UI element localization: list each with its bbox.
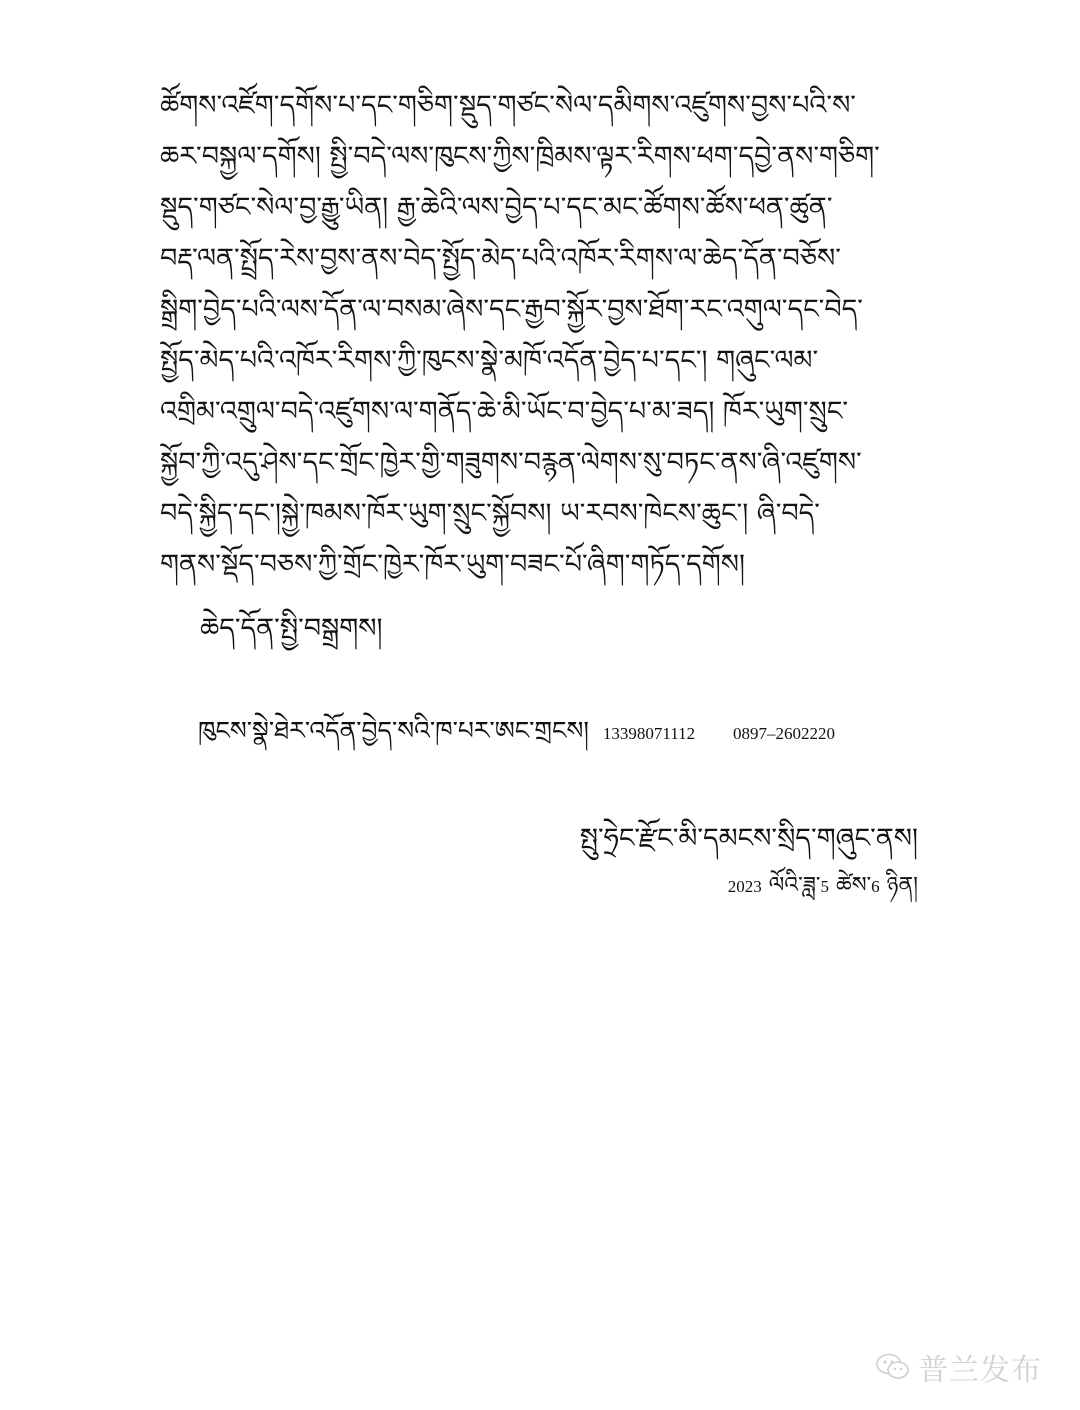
date-day: 6 xyxy=(871,877,880,896)
body-line: སྤྱོད་མེད་པའི་འཁོར་རིགས་ཀྱི་ཁུངས་སྣེ་མཁོ་འདོན་བྱེད་པ་དང་། གཞུང་ལམ་ xyxy=(160,345,819,376)
date-month: 5 xyxy=(820,877,830,896)
signoff-text: ཆེད་དོན་སྤྱི་བསྒྲགས། xyxy=(200,613,383,644)
body-line: ཚོགས་འཛོག་དགོས་པ་དང་གཅིག་སྡུད་གཙང་སེལ་དམིགས་འཛུགས་བྱས་པའི་ས་ xyxy=(160,90,856,121)
body-line: བརྡ་ལན་སྤྲོད་རེས་བྱས་ནས་བེད་སྤྱོད་མེད་པའི་འཁོར་རིགས་ལ་ཆེད་དོན་བཅོས་ xyxy=(160,243,841,274)
watermark-text: 普兰发布 xyxy=(918,1353,1042,1388)
body-line: བདེ་སྐྱིད་དང་།སྐྱེ་ཁམས་ཁོར་ཡུག་སྲུང་སྐྱོབས། ཡ་རབས་ཁེངས་ཆུང་། ཞི་བདེ་ xyxy=(160,498,820,529)
phone-number-landline: 0897–2602220 xyxy=(733,724,836,743)
announcement-body xyxy=(160,80,940,590)
wechat-icon xyxy=(876,1353,910,1381)
date-month-suffix: ཚེས་ xyxy=(836,873,872,898)
contact-line xyxy=(198,702,835,773)
date-year-suffix: ལོའི་ཟླ་ xyxy=(768,873,821,898)
issuer-name: སྤུ་ཧྲེང་རྫོང་མི་དམངས་སྲིད་གཞུང་ནས། xyxy=(579,823,918,854)
body-line: སྐྱོབ་ཀྱི་འདུ་ཤེས་དང་གྲོང་ཁྱེར་གྱི་གཟུགས་བརྙན་ལེགས་སུ་བཏང་ནས་ཞི་འཛུགས་ xyxy=(160,447,862,478)
date-day-suffix: ཉིན། xyxy=(886,873,918,898)
issue-date xyxy=(728,860,918,922)
wechat-watermark xyxy=(876,1345,1042,1389)
body-line: ཆར་བསྐྱལ་དགོས། སྤྱི་བདེ་ལས་ཁུངས་ཀྱིས་ཁྲིམས་ལྟར་རིགས་ཕག་དབྱེ་ནས་གཅིག་ xyxy=(160,141,880,172)
date-year: 2023 xyxy=(727,877,762,896)
phone-number-mobile: 13398071112 xyxy=(602,724,696,743)
body-line: སྒྲིག་བྱེད་པའི་ལས་དོན་ལ་བསམ་ཞེས་དང་རྒྱབ་སྐྱོར་བྱས་ཐོག་རང་འགུལ་དང་བེད་ xyxy=(160,294,863,325)
body-line: སྡུད་གཙང་སེལ་བྱ་རྒྱུ་ཡིན། རྒྱ་ཆེའི་ལས་བྱེད་པ་དང་མང་ཚོགས་ཚོས་ཕན་ཚུན་ xyxy=(160,192,833,223)
body-line: གནས་སྡོད་བཅས་ཀྱི་གྲོང་ཁྱེར་ཁོར་ཡུག་བཟང་པོ་ཞིག་གཏོད་དགོས། xyxy=(160,549,745,580)
contact-label: ཁུངས་སྣེ་ཐེར་འདོན་བྱེད་སའི་ཁ་པར་ཨང་གྲངས། xyxy=(198,716,589,745)
body-line: འགྲིམ་འགྲུལ་བདེ་འཛུགས་ལ་གནོད་ཆེ་མི་ཡོང་བ་བྱེད་པ་མ་ཟད། ཁོར་ཡུག་སྲུང་ xyxy=(160,396,849,427)
